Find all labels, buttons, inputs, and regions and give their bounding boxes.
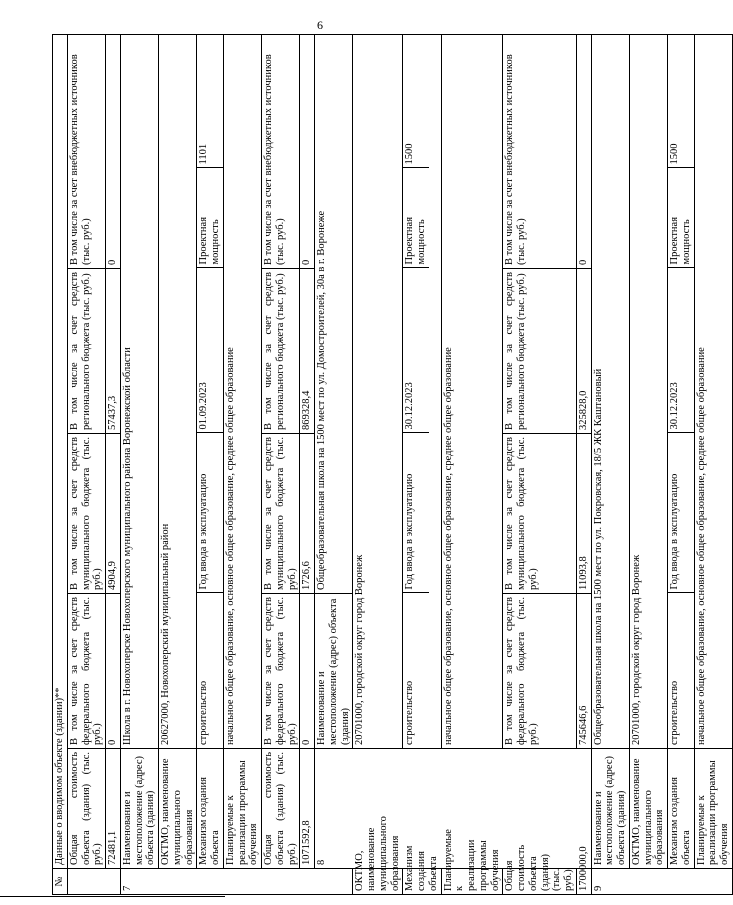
cost-municipal: 1726,6 xyxy=(300,434,315,594)
federal-header: В том числе за счет средств федерального бюджета (тыс. руб.) xyxy=(503,594,577,749)
page-number: 6 xyxy=(317,18,323,32)
capacity-value: 1101 xyxy=(197,34,223,168)
capacity-value: 1500 xyxy=(403,34,429,168)
cost-total: 1071592,8 xyxy=(300,749,315,869)
object-name: Общеобразовательная школа на 1500 мест по ул. Домостроителей, 30а в г. Воронеже xyxy=(315,34,353,593)
oktmo-value: 20627000, Новохоперский муниципальный район xyxy=(159,34,197,748)
section-title: Данные о вводимом объекте (здании)** xyxy=(53,34,68,868)
cost-federal: 745646,6 xyxy=(576,594,591,749)
extra-header: В том числе за счет внебюджетных источников (тыс. руб.) xyxy=(67,34,105,268)
year-value: 01.09.2023 xyxy=(197,268,223,433)
name-label: Наименование и местоположение (адрес) объекта (здания) xyxy=(120,749,158,869)
year-label: Год ввода в эксплуатацию xyxy=(197,433,223,593)
cost-extra: 0 xyxy=(106,34,121,268)
object-name: Школа в г. Новохоперске Новохоперского муниципального района Воронежской области xyxy=(120,34,158,748)
name-label: Наименование и местоположение (адрес) объекта (здания) xyxy=(591,749,629,869)
programs-label: Планируемые к реализации программы обучения xyxy=(223,749,261,869)
total-cost-header: Общая стоимость объекта (здания) (тыс. руб.) xyxy=(503,869,577,895)
mechanism-label: Механизм создания объекта xyxy=(668,749,695,869)
cost-federal: 0 xyxy=(106,594,121,749)
capacity-label: Проектная мощность xyxy=(668,168,694,268)
programs-label: Планируемые к реализации программы обучения xyxy=(694,749,732,869)
data-table xyxy=(52,34,733,895)
oktmo-value: 20701000, городской округ город Воронеж xyxy=(629,34,667,748)
oktmo-label: ОКТМО, наименование муниципального образования xyxy=(629,749,667,869)
row-number: 8 xyxy=(315,749,592,869)
municipal-header: В том числе за счет средств муниципального бюджета (тыс. руб.) xyxy=(503,434,577,594)
mechanism-label: Механизм создания объекта xyxy=(197,749,224,869)
mechanism-label: Механизм создания объекта xyxy=(403,869,441,895)
programs-label: Планируемые к реализации программы обучения xyxy=(441,869,503,895)
rotated-table-container xyxy=(52,35,730,895)
cost-regional: 57437,3 xyxy=(106,269,121,434)
capacity-label: Проектная мощность xyxy=(197,168,223,268)
cost-municipal: 11093,8 xyxy=(576,434,591,594)
cost-extra: 0 xyxy=(576,34,591,268)
programs-value: начальное общее образование, основное общее образование, среднее общее образование xyxy=(694,34,732,748)
row-number: 9 xyxy=(591,869,732,895)
regional-header: В том числе за счет средств регионального бюджета (тыс. руб.) xyxy=(503,269,577,434)
extra-header: В том числе за счет внебюджетных источников (тыс. руб.) xyxy=(262,34,300,268)
year-value: 30.12.2023 xyxy=(668,268,694,433)
name-label: Наименование и местоположение (адрес) объекта (здания) xyxy=(315,594,353,749)
regional-header: В том числе за счет средств регионального бюджета (тыс. руб.) xyxy=(262,269,300,434)
total-cost-header: Общая стоимость объекта (здания) (тыс. руб.) xyxy=(67,749,105,869)
year-label: Год ввода в эксплуатацию xyxy=(403,433,429,593)
cost-municipal: 4904,9 xyxy=(106,434,121,594)
mechanism-value: строительство xyxy=(404,680,416,745)
oktmo-label: ОКТМО, наименование муниципального образования xyxy=(353,869,403,895)
mechanism-value: строительство xyxy=(198,680,210,745)
municipal-header: В том числе за счет средств муниципального бюджета (тыс. руб.) xyxy=(67,434,105,594)
oktmo-label: ОКТМО, наименование муниципального образования xyxy=(159,749,197,869)
num-header: № xyxy=(53,869,68,895)
mechanism-value: строительство xyxy=(669,680,680,745)
federal-header: В том числе за счет средств федерального бюджета (тыс. руб.) xyxy=(262,594,300,749)
year-label: Год ввода в эксплуатацию xyxy=(668,433,694,593)
extra-header: В том числе за счет внебюджетных источников (тыс. руб.) xyxy=(503,34,577,268)
total-cost-header: Общая стоимость объекта (здания) (тыс. руб.) xyxy=(262,749,300,869)
year-value: 30.12.2023 xyxy=(403,268,429,433)
federal-header: В том числе за счет средств федерального бюджета (тыс. руб.) xyxy=(67,594,105,749)
programs-value: начальное общее образование, основное общее образование, среднее общее образование xyxy=(441,34,503,748)
cost-total: 1700000,0 xyxy=(576,869,591,895)
object-name: Общеобразовательная школа на 1500 мест по ул. Покровская, 18/5 ЖК Каштановый xyxy=(591,34,629,748)
footnote-separator xyxy=(0,896,225,897)
cost-regional: 869328,4 xyxy=(300,269,315,434)
cost-extra: 0 xyxy=(300,34,315,268)
regional-header: В том числе за счет средств регионального бюджета (тыс. руб.) xyxy=(67,269,105,434)
oktmo-value: 20701000, городской округ город Воронеж xyxy=(353,34,403,748)
cost-federal: 0 xyxy=(300,594,315,749)
capacity-value: 1500 xyxy=(668,34,694,168)
capacity-label: Проектная мощность xyxy=(403,168,429,268)
row-number: 7 xyxy=(120,869,353,895)
programs-value: начальное общее образование, основное общее образование, среднее общее образование xyxy=(223,34,261,748)
cost-total: 72481,1 xyxy=(106,749,121,869)
municipal-header: В том числе за счет средств муниципального бюджета (тыс. руб.) xyxy=(262,434,300,594)
cost-regional: 325828,0 xyxy=(576,269,591,434)
